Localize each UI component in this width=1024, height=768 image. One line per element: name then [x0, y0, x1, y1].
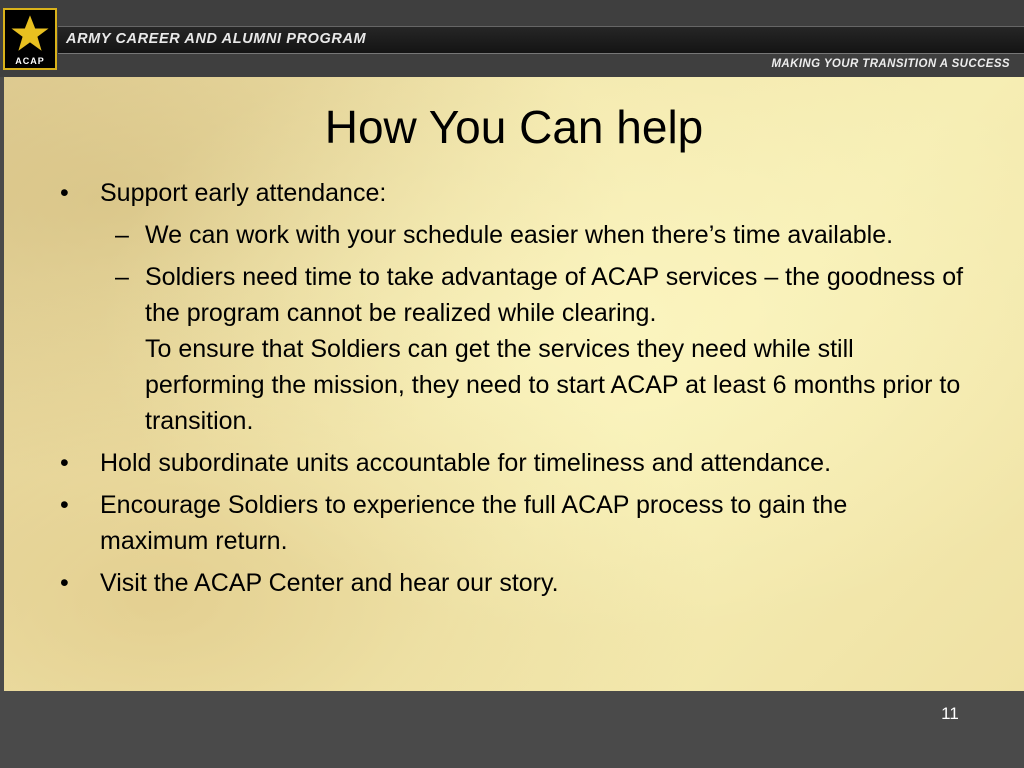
bullet-mark: • — [60, 491, 69, 519]
star-icon — [8, 12, 52, 56]
sub-bullet-mark: – — [115, 221, 129, 249]
bullet-mark: • — [60, 569, 69, 597]
bullet-text: Hold subordinate units accountable for timeliness and attendance. — [100, 449, 832, 477]
sub-bullet-text: We can work with your schedule easier when there’s time available. — [145, 221, 894, 249]
bullet-text: Support early attendance: — [100, 179, 387, 207]
acap-logo — [3, 8, 57, 70]
slide-body — [4, 77, 1024, 691]
sub-bullet-text-continued: To ensure that Soldiers can get the services they need while still performing the mission, they need to start ACAP at least 6 months prior to transition. — [145, 335, 961, 435]
bullet-item — [4, 445, 960, 481]
slide-title: How You Can help — [324, 101, 704, 153]
sub-bullet-mark: – — [115, 263, 129, 291]
header-bar — [0, 0, 1024, 77]
bullet-text: Visit the ACAP Center and hear our story. — [100, 569, 559, 597]
sub-bullet-item — [4, 259, 965, 439]
tagline: MAKING YOUR TRANSITION A SUCCESS — [771, 58, 1010, 70]
bullet-item — [4, 487, 960, 559]
bullet-mark: • — [60, 179, 69, 207]
bullet-text: Encourage Soldiers to experience the full ACAP process to gain the maximum return. — [100, 491, 848, 555]
bullet-item — [4, 565, 960, 601]
bullet-item — [4, 175, 960, 211]
sub-bullet-item — [4, 217, 965, 253]
sub-bullet-text: Soldiers need time to take advantage of ACAP services – the goodness of the program cannot be realized while clearing. — [145, 263, 964, 327]
page-number: 11 — [941, 704, 959, 723]
logo-text: ACAP — [15, 56, 45, 66]
program-title: ARMY CAREER AND ALUMNI PROGRAM — [66, 31, 367, 47]
bullet-mark: • — [60, 449, 69, 477]
bullet-list — [4, 175, 1024, 607]
